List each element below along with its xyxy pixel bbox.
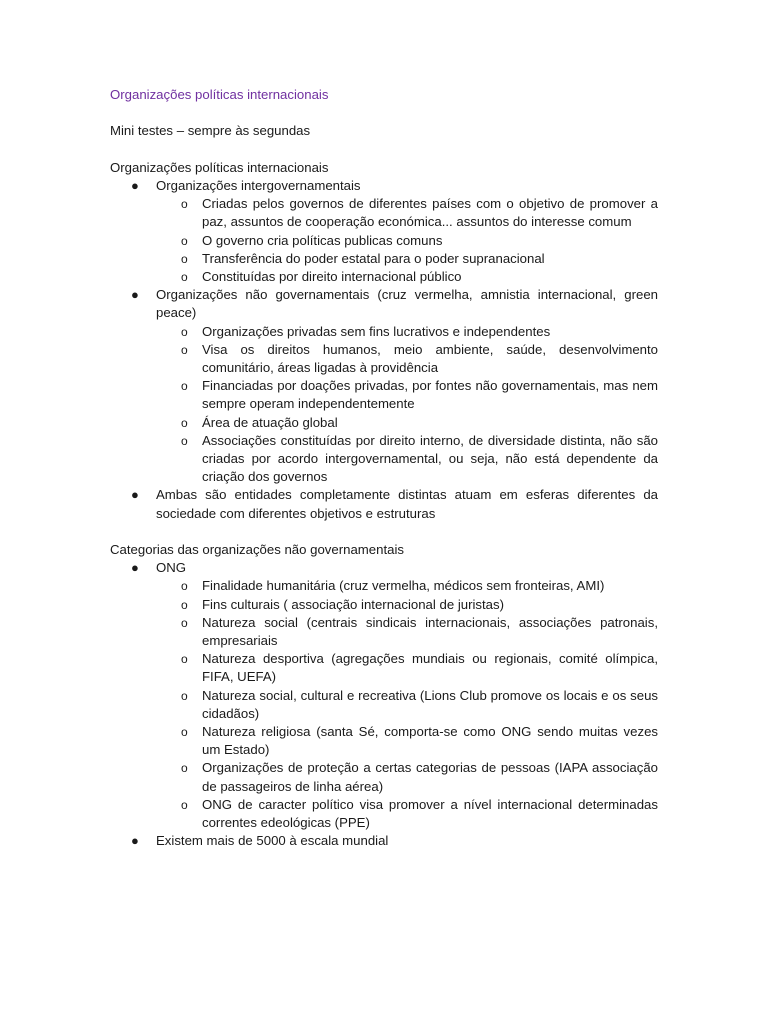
sub-bullet-text: Transferência do poder estatal para o poder supranacional [202,250,545,266]
bullet-item [131,286,658,486]
sub-bullet-item [181,377,658,413]
circle-bullet-icon: o [181,797,188,812]
document-title: Organizações políticas internacionais [110,87,329,102]
sub-bullet-item [181,268,658,286]
sub-bullet-item [181,341,658,377]
bullet-item [131,177,658,286]
sub-bullet-item [181,723,658,759]
bullet-text: Organizações intergovernamentais [156,177,361,193]
bullet-text: ONG [156,560,187,576]
circle-bullet-icon: o [181,270,188,284]
sub-bullet-item [181,414,658,432]
spacer [110,141,658,159]
bullet-dot-icon: ● [131,560,139,576]
circle-bullet-icon: o [181,579,188,594]
bullet-list [110,177,658,523]
sub-bullet-item [181,232,658,250]
circle-bullet-icon: o [181,688,188,703]
circle-bullet-icon: o [181,197,188,212]
sub-bullet-item [181,323,658,341]
circle-bullet-icon: o [181,615,188,630]
sub-bullet-text: Financiadas por doações privadas, por fontes não governamentais, mas nem sempre operam independentemente [202,378,658,412]
sub-bullet-item [181,250,658,268]
sub-bullet-item [181,432,658,487]
sub-bullet-list [156,577,658,832]
section-heading: Categorias das organizações não governamentais [110,542,404,558]
sub-bullet-item [181,759,658,795]
spacer [110,523,658,541]
spacer [110,104,658,122]
circle-bullet-icon: o [181,433,188,448]
sub-bullet-text: O governo cria políticas publicas comuns [202,232,443,248]
bullet-item [131,559,658,832]
bullet-dot-icon: ● [131,287,139,303]
circle-bullet-icon: o [181,251,188,266]
sub-bullet-text: Natureza social, cultural e recreativa (Lions Club promove os locais e os seus cidadãos) [202,687,658,721]
circle-bullet-icon: o [181,415,188,430]
sub-bullet-text: Visa os direitos humanos, meio ambiente, saúde, desenvolvimento comunitário, áreas ligadas à providência [202,341,658,376]
sub-bullet-item [181,596,658,614]
sub-bullet-text: Criadas pelos governos de diferentes países com o objetivo de promover a paz, assuntos de cooperação económica... assuntos do interesse comum [202,196,658,230]
sub-bullet-item [181,614,658,650]
circle-bullet-icon: o [181,761,188,776]
sub-bullet-item [181,650,658,686]
sub-bullet-list [156,195,658,286]
circle-bullet-icon: o [181,652,188,667]
sub-bullet-text: Associações constituídas por direito interno, de diversidade distinta, não são criadas por acordo intergovernamental, ou seja, não está dependente da criação dos governos [202,432,658,485]
sub-bullet-text: Organizações de proteção a certas categorias de pessoas (IAPA associação de passageiros de linha aérea) [202,760,658,794]
bullet-text: Organizações não governamentais (cruz vermelha, amnistia internacional, green peace) [156,287,658,321]
bullet-dot-icon: ● [131,177,139,193]
sub-bullet-text: Organizações privadas sem fins lucrativos e independentes [202,323,551,339]
sub-bullet-item [181,577,658,595]
bullet-item [131,832,658,850]
sub-bullet-item [181,195,658,231]
bullet-item [131,486,658,522]
circle-bullet-icon: o [181,725,188,740]
sub-bullet-list [156,323,658,487]
circle-bullet-icon: o [181,379,188,394]
sub-bullet-text: Constituídas por direito internacional público [202,269,462,284]
sub-bullet-text: Finalidade humanitária (cruz vermelha, médicos sem fronteiras, AMI) [202,578,605,594]
bullet-text: Ambas são entidades completamente distintas atuam em esferas diferentes da sociedade com diferentes objetivos e estruturas [156,487,658,521]
sub-bullet-text: Natureza religiosa (santa Sé, comporta-se como ONG sendo muitas vezes um Estado) [202,724,658,758]
sub-bullet-text: ONG de caracter político visa promover a nível internacional determinadas correntes edeológicas (PPE) [202,796,658,831]
circle-bullet-icon: o [181,233,188,248]
note-line: Mini testes – sempre às segundas [110,123,311,139]
sub-bullet-text: Fins culturais ( associação internacional de juristas) [202,596,504,612]
circle-bullet-icon: o [181,342,188,357]
circle-bullet-icon: o [181,597,188,612]
bullet-text: Existem mais de 5000 à escala mundial [156,833,389,849]
section-heading: Organizações políticas internacionais [110,159,329,175]
sub-bullet-item [181,796,658,832]
sub-bullet-item [181,687,658,723]
sections-container [110,159,658,851]
bullet-list [110,559,658,850]
sub-bullet-text: Natureza social (centrais sindicais internacionais, associações patronais, empresariais [202,614,658,649]
bullet-dot-icon: ● [131,487,139,503]
sub-bullet-text: Natureza desportiva (agregações mundiais ou regionais, comité olímpica, FIFA, UEFA) [202,651,658,685]
bullet-dot-icon: ● [131,833,139,849]
sub-bullet-text: Área de atuação global [202,414,338,430]
document-page [110,86,658,850]
circle-bullet-icon: o [181,324,188,339]
